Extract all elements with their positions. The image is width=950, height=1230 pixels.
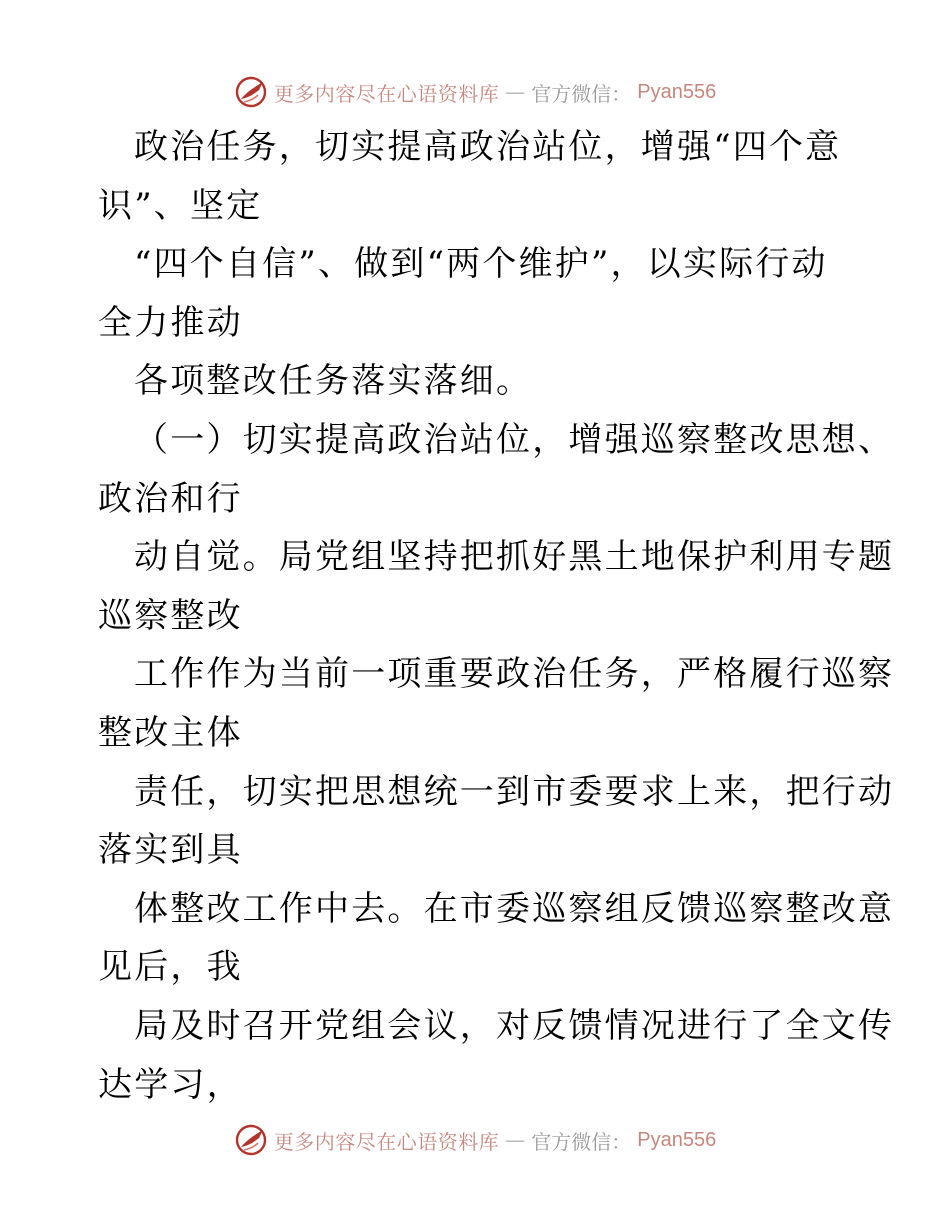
text-line: 责任，切实把思想统一到市委要求上来，把行动 [134,771,895,812]
text-line: 巡察整改 [98,595,243,636]
watermark-wechat-id: Pyan556 [637,80,717,103]
text-line: 政治和行 [98,478,243,519]
text-line: 全力推动 [98,302,243,343]
text-line: 整改主体 [98,712,243,753]
watermark-separator: — [505,1128,526,1152]
document-body [98,118,895,1114]
watermark-official-label: 官方微信： [531,81,632,106]
watermark-official-label: 官方微信： [531,1129,632,1154]
brush-logo-icon [234,1123,268,1157]
watermark-site-text: 更多内容尽在心语资料库 [273,1129,500,1154]
text-line: （一）切实提高政治站位，增强巡察整改思想、 [134,419,895,460]
watermark-site-text: 更多内容尽在心语资料库 [273,81,500,106]
text-line: 动自觉。局党组坚持把抓好黑土地保护利用专题 [134,537,895,578]
brush-logo-icon [234,75,268,109]
text-line: 体整改工作中去。在市委巡察组反馈巡察整改意 [134,888,895,929]
text-line: 各项整改任务落实落细。 [134,361,533,402]
watermark-separator: — [505,80,526,104]
text-line: 局及时召开党组会议，对反馈情况进行了全文传 [134,1005,895,1046]
text-line: 政治任务，切实提高政治站位，增强“四个意 [134,127,842,167]
text-line: 达学习， [98,1064,243,1105]
text-line: 工作作为当前一项重要政治任务，严格履行巡察 [134,654,895,695]
text-line: 识”、坚定 [98,185,263,226]
footer-watermark [0,1120,950,1160]
watermark-wechat-id: Pyan556 [637,1128,717,1151]
text-line: “四个自信”、做到“两个维护”，以实际行动 [134,244,828,285]
text-line: 见后，我 [98,947,243,988]
text-line: 落实到具 [98,830,243,871]
header-watermark [0,72,950,112]
